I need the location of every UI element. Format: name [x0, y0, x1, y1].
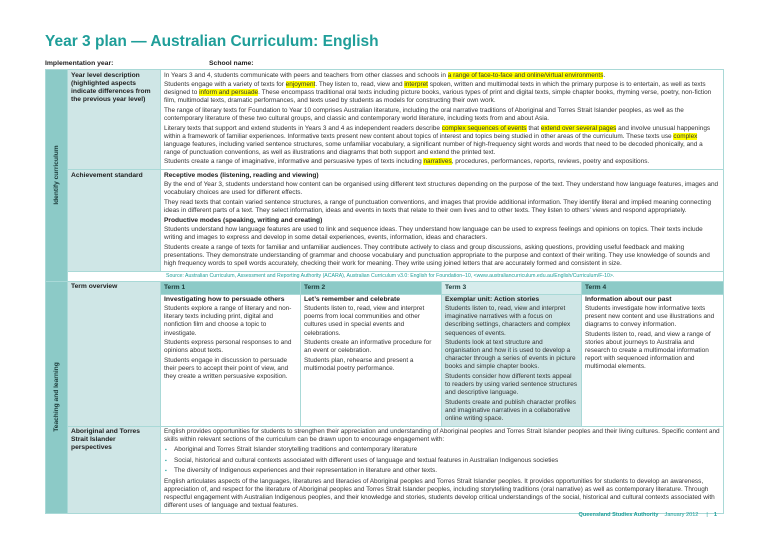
term-3-header: Term 3 [442, 281, 582, 294]
text-segment: Literary texts that support and extend students in Years 3 and 4 as independent readers describe [164, 124, 442, 132]
term-1-header: Term 1 [161, 281, 301, 294]
footer-organisation: Queensland Studies Authority [578, 512, 659, 518]
term-3-cell [442, 294, 582, 426]
page-number: 1 [713, 512, 717, 518]
term-header-row [46, 281, 724, 294]
text-segment: , procedures, performances, reports, reviews, poetry and expositions. [451, 158, 650, 166]
year-level-row [46, 70, 724, 170]
highlighted-difference: narratives [423, 158, 452, 166]
highlighted-difference: extend over several pages [540, 124, 617, 132]
receptive-paragraph: By the end of Year 3, students understand how content can be organised using different text structures depending on the purpose of the text. They understand how language features, images and vocabulary choices are used for different effects. [164, 181, 719, 197]
term-3-text: Students look at text structure and organisation and how it is used to develop a character through a series of events in picture books and simple chapter books. [445, 339, 576, 371]
achievement-label: Achievement standard [68, 170, 161, 272]
term-2-header: Term 2 [301, 281, 442, 294]
year-level-paragraphs [164, 72, 720, 167]
term-4-text: Students investigate how informative texts present new content and use illustrations and diagrams to convey information. [585, 305, 715, 329]
section-teaching-learning [46, 281, 68, 513]
term-3-title: Exemplar unit: Action stories [445, 296, 540, 304]
text-segment: Students create a range of imaginative, informative and persuasive types of texts including [164, 158, 424, 166]
highlighted-difference: enjoyment [285, 81, 316, 89]
term-2-cell [301, 294, 442, 426]
receptive-heading: Receptive modes (listening, reading and viewing) [164, 171, 319, 179]
implementation-year-label: Implementation year: [45, 60, 114, 67]
productive-paragraph: Students understand how language features are used to link and sequence ideas. They understand how language can be used to express feelings and opinions on topics. Their texts include writing and images to express and develop in some detail experiences, events, information, ideas and characters. [164, 226, 703, 242]
achievement-standard [161, 170, 724, 272]
atsi-bullet: ▪ Social, historical and cultural contexts associated with different uses of language and textual features in Australian Indigenous societies [164, 457, 720, 465]
term-2-text: Students listen to, read, view and interpret poems from local communities and other cultures used in special events and celebrations. [304, 305, 425, 337]
productive-heading: Productive modes (speaking, writing and creating) [164, 216, 323, 224]
term-1-text: Students explore a range of literary and non-literary texts including print, digital and nonfiction film and choose a topic to investigate. [164, 305, 292, 337]
term-4-cell [582, 294, 724, 426]
text-segment: spoken, written and multimodal texts in which the primary purpose is to entertain, as well as texts designed to [164, 81, 706, 97]
atsi-bullet: ▪ Aboriginal and Torres Strait Islander storytelling traditions and contemporary literature [164, 446, 720, 454]
highlighted-difference: inform and persuade [199, 89, 259, 97]
atsi-label: Aboriginal and Torres Strait Islander perspectives [68, 426, 161, 513]
term-1-cell [161, 294, 301, 426]
term-4-text: Students listen to, read, and view a range of stories about journeys to Australia and research to create a multimodal information report with sequenced information and multimodal elements. [585, 331, 711, 371]
section-label: Identify curriculum [52, 145, 60, 205]
term-3-text: Students listen to, read, view and interpret imaginative narratives with a focus on describing settings, characters and complex sequences of events. [445, 305, 571, 337]
source-row [46, 271, 724, 281]
term-2-text: Students create an informative procedure for an event or celebration. [304, 339, 432, 355]
achievement-row [46, 170, 724, 272]
year-level-label: Year level description (highlighted aspects indicate differences from the previous year level) [68, 70, 161, 170]
term-3-text: Students create and publish character profiles and imaginative narratives in a collaborative online writing space. [445, 398, 576, 422]
section-label: Teaching and learning [52, 362, 60, 432]
school-name-label: School name: [209, 60, 254, 67]
year-level-paragraph [164, 72, 720, 80]
year-level-paragraph [164, 107, 720, 123]
atsi-bullet-list [164, 446, 720, 475]
text-segment: Students engage with a variety of texts for [164, 81, 286, 89]
highlighted-difference: complex [673, 132, 698, 140]
atsi-content [161, 426, 724, 513]
text-segment: . [603, 71, 606, 79]
term-4-title: Information about our past [585, 296, 672, 304]
atsi-row [46, 426, 724, 513]
text-segment: . They listen to, read, view and [315, 81, 405, 89]
text-segment: In Years 3 and 4, students communicate with peers and teachers from other classes and schools in [164, 71, 448, 79]
source-citation: Source: Australian Curriculum, Assessment and Reporting Authority (ACARA), Australian Curriculum v3.0: English for Foundation–10, <www.australiancurriculum.edu.au/English/Curriculum/F-10>. [68, 271, 724, 281]
term-4-header: Term 4 [582, 281, 724, 294]
curriculum-plan-table [45, 69, 724, 514]
atsi-intro: English provides opportunities for students to strengthen their appreciation and understanding of Aboriginal peoples and Torres Strait Islander peoples and their living cultures. Specific content and skills within relevant sections of the curriculum can be drawn upon to encourage engagement with: [164, 428, 720, 444]
text-segment: language features, including varied sentence structures, some unfamiliar vocabulary, a significant number of high-frequency sight words and words that need to be decoded phonically, and a range of punctuation conventions, as well as illustrations and diagrams that both support and extend the printed text. [164, 140, 703, 156]
highlighted-difference: a range of face-to-face and online/virtual environments [447, 71, 604, 79]
highlighted-difference: interpret [404, 81, 428, 89]
atsi-closing: English articulates aspects of the languages, literatures and literacies of Aboriginal peoples and Torres Strait Islander peoples. It provides opportunities for students to develop an awareness, appreciation of, and respect for the literature of Aboriginal peoples and Torres Strait Islander peoples, including storytelling traditions (oral narrative) as well as contemporary literature. Through respectful engagement with Australian Indigenous peoples, and their knowledge and stories, students develop critical understandings of the social, historical and cultural contexts associated with different uses of language and textual features. [164, 478, 715, 510]
text-segment: that [526, 124, 541, 132]
section-identify-curriculum [46, 70, 68, 282]
year-level-description [161, 70, 724, 170]
term-2-text: Students plan, rehearse and present a multimodal poetry performance. [304, 356, 414, 372]
atsi-bullet: ▪ The diversity of Indigenous experiences and their representation in literature and other texts. [164, 467, 720, 475]
term-1-title: Investigating how to persuade others [164, 296, 285, 304]
term-1-text: Students express personal responses to and opinions about texts. [164, 339, 292, 355]
term-overview-label: Term overview [68, 281, 161, 426]
page-title: Year 3 plan — Australian Curriculum: English [45, 33, 379, 50]
text-segment: The range of literary texts for Foundation to Year 10 comprises Australian literature, including the oral narrative traditions of Aboriginal and Torres Strait Islander peoples, as well as the contemporary literature of these two cultural groups, and classic and contemporary world literature, including texts from and about Asia. [164, 106, 684, 122]
term-3-text: Students consider how different texts appeal to readers by using varied sentence structures and descriptive language. [445, 373, 578, 397]
productive-paragraph: Students create a range of texts for familiar and unfamiliar audiences. They contribute actively to class and group discussions, asking questions, providing useful feedback and making presentations. They demonstrate understanding of grammar and choose vocabulary and punctuation appropriate to the purpose and context of their writing. They use knowledge of sounds and high frequency words to spell words accurately, checking their work for meaning. They write using joined letters that are accurately formed and consistent in size. [164, 243, 710, 267]
footer-date: January 2012 [664, 512, 699, 518]
term-1-text: Students engage in discussion to persuade their peers to accept their point of view, and they create a written persuasive exposition. [164, 356, 289, 380]
footer-separator: | [706, 512, 708, 518]
text-segment: . These encompass traditional oral texts including picture books, various types of print and digital texts, simple chapter books, rhyming verse, poetry, non-fiction film, multimodal texts, dramatic performances, and texts used by students as models for constructing their own work. [164, 89, 712, 105]
text-segment: and involve unusual happenings within a framework of familiar experiences. Informative texts present new content about topics of interest and topics being studied in other areas of the curriculum. These texts use [164, 124, 711, 140]
year-level-paragraph [164, 125, 720, 157]
term-2-title: Let’s remember and celebrate [304, 296, 401, 304]
highlighted-difference: complex sequences of events [441, 124, 527, 132]
year-level-paragraph [164, 158, 720, 166]
year-level-paragraph [164, 81, 720, 105]
receptive-paragraph: They read texts that contain varied sentence structures, a range of punctuation conventions, and images that provide additional information. They identify literal and implied meaning connecting ideas in different parts of a text. They select information, ideas and events in texts that relate to their own lives and to other texts. They listen to others’ views and respond appropriately. [164, 198, 712, 214]
footer [579, 512, 723, 518]
